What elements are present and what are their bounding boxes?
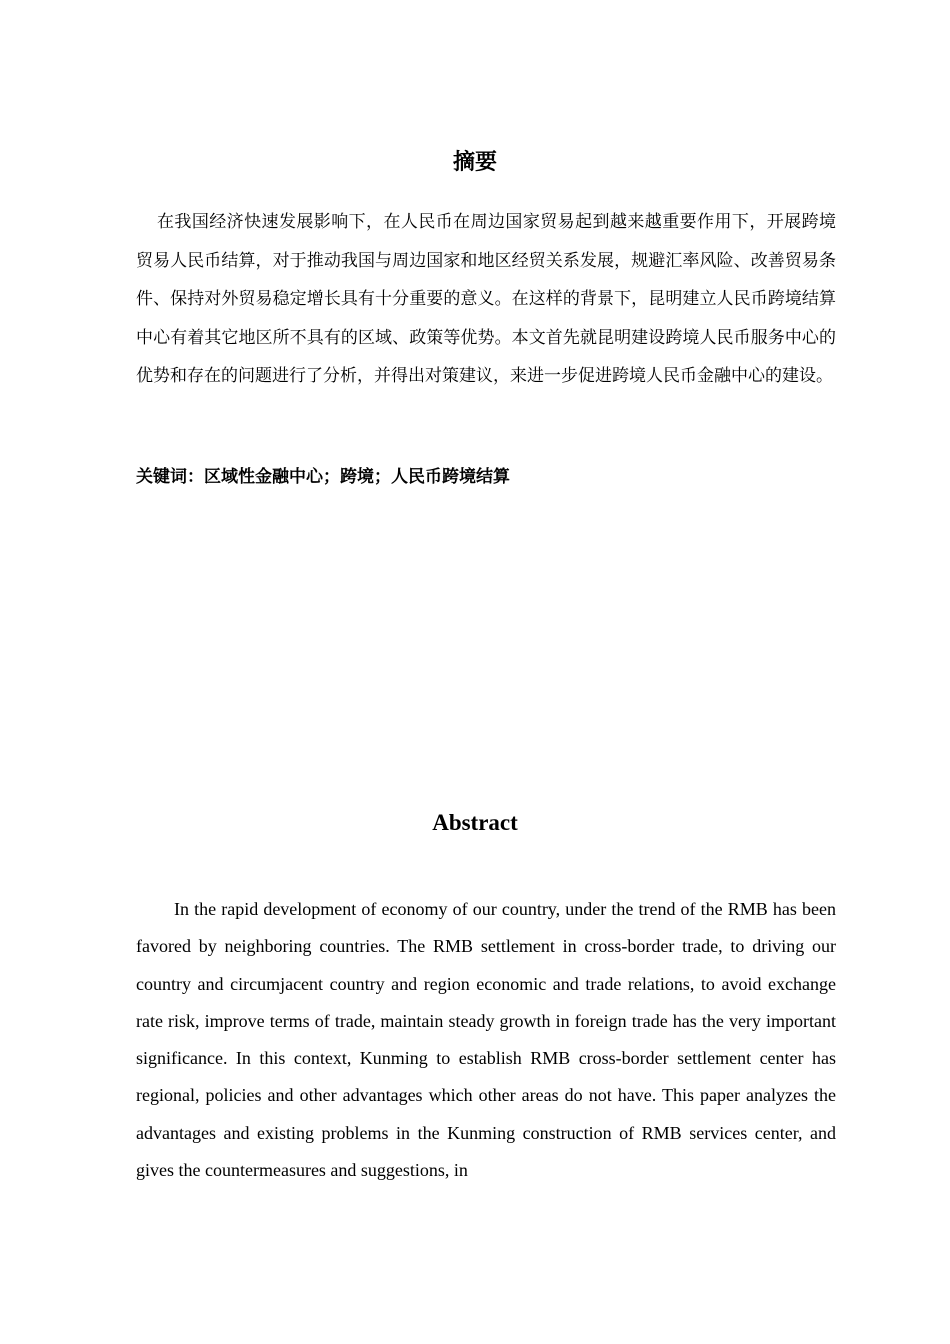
chinese-abstract-paragraph: 在我国经济快速发展影响下，在人民币在周边国家贸易起到越来越重要作用下，开展跨境贸易人民币结算，对于推动我国与周边国家和地区经贸关系发展，规避汇率风险、改善贸易条件、保持对外贸易稳定增长具有十分重要的意义。在这样的背景下，昆明建立人民币跨境结算中心有着其它地区所不具有的区域、政策等优势。本文首先就昆明建设跨境人民币服务中心的优势和存在的问题进行了分析，并得出对策建议，来进一步促进跨境人民币金融中心的建设。	[136, 212, 836, 387]
chinese-keywords: 关键词：区域性金融中心；跨境；人民币跨境结算	[136, 467, 510, 487]
english-abstract-title: Abstract	[432, 810, 518, 835]
english-abstract-paragraph: In the rapid development of economy of our country, under the trend of the RMB has been favored by neighboring countries. The RMB settlement in cross-border trade, to driving our country and circumjacent country and region economic and trade relations, to avoid exchange rate risk, improve terms of trade, maintain steady growth in foreign trade has the very important significance. In this context, Kunming to establish RMB cross-border settlement center has regional, policies and other advantages which other areas do not have. This paper analyzes the advantages and existing problems in the Kunming construction of RMB services center, and gives the countermeasures and suggestions, in	[136, 899, 836, 1181]
chinese-abstract-title: 摘要	[452, 150, 497, 175]
